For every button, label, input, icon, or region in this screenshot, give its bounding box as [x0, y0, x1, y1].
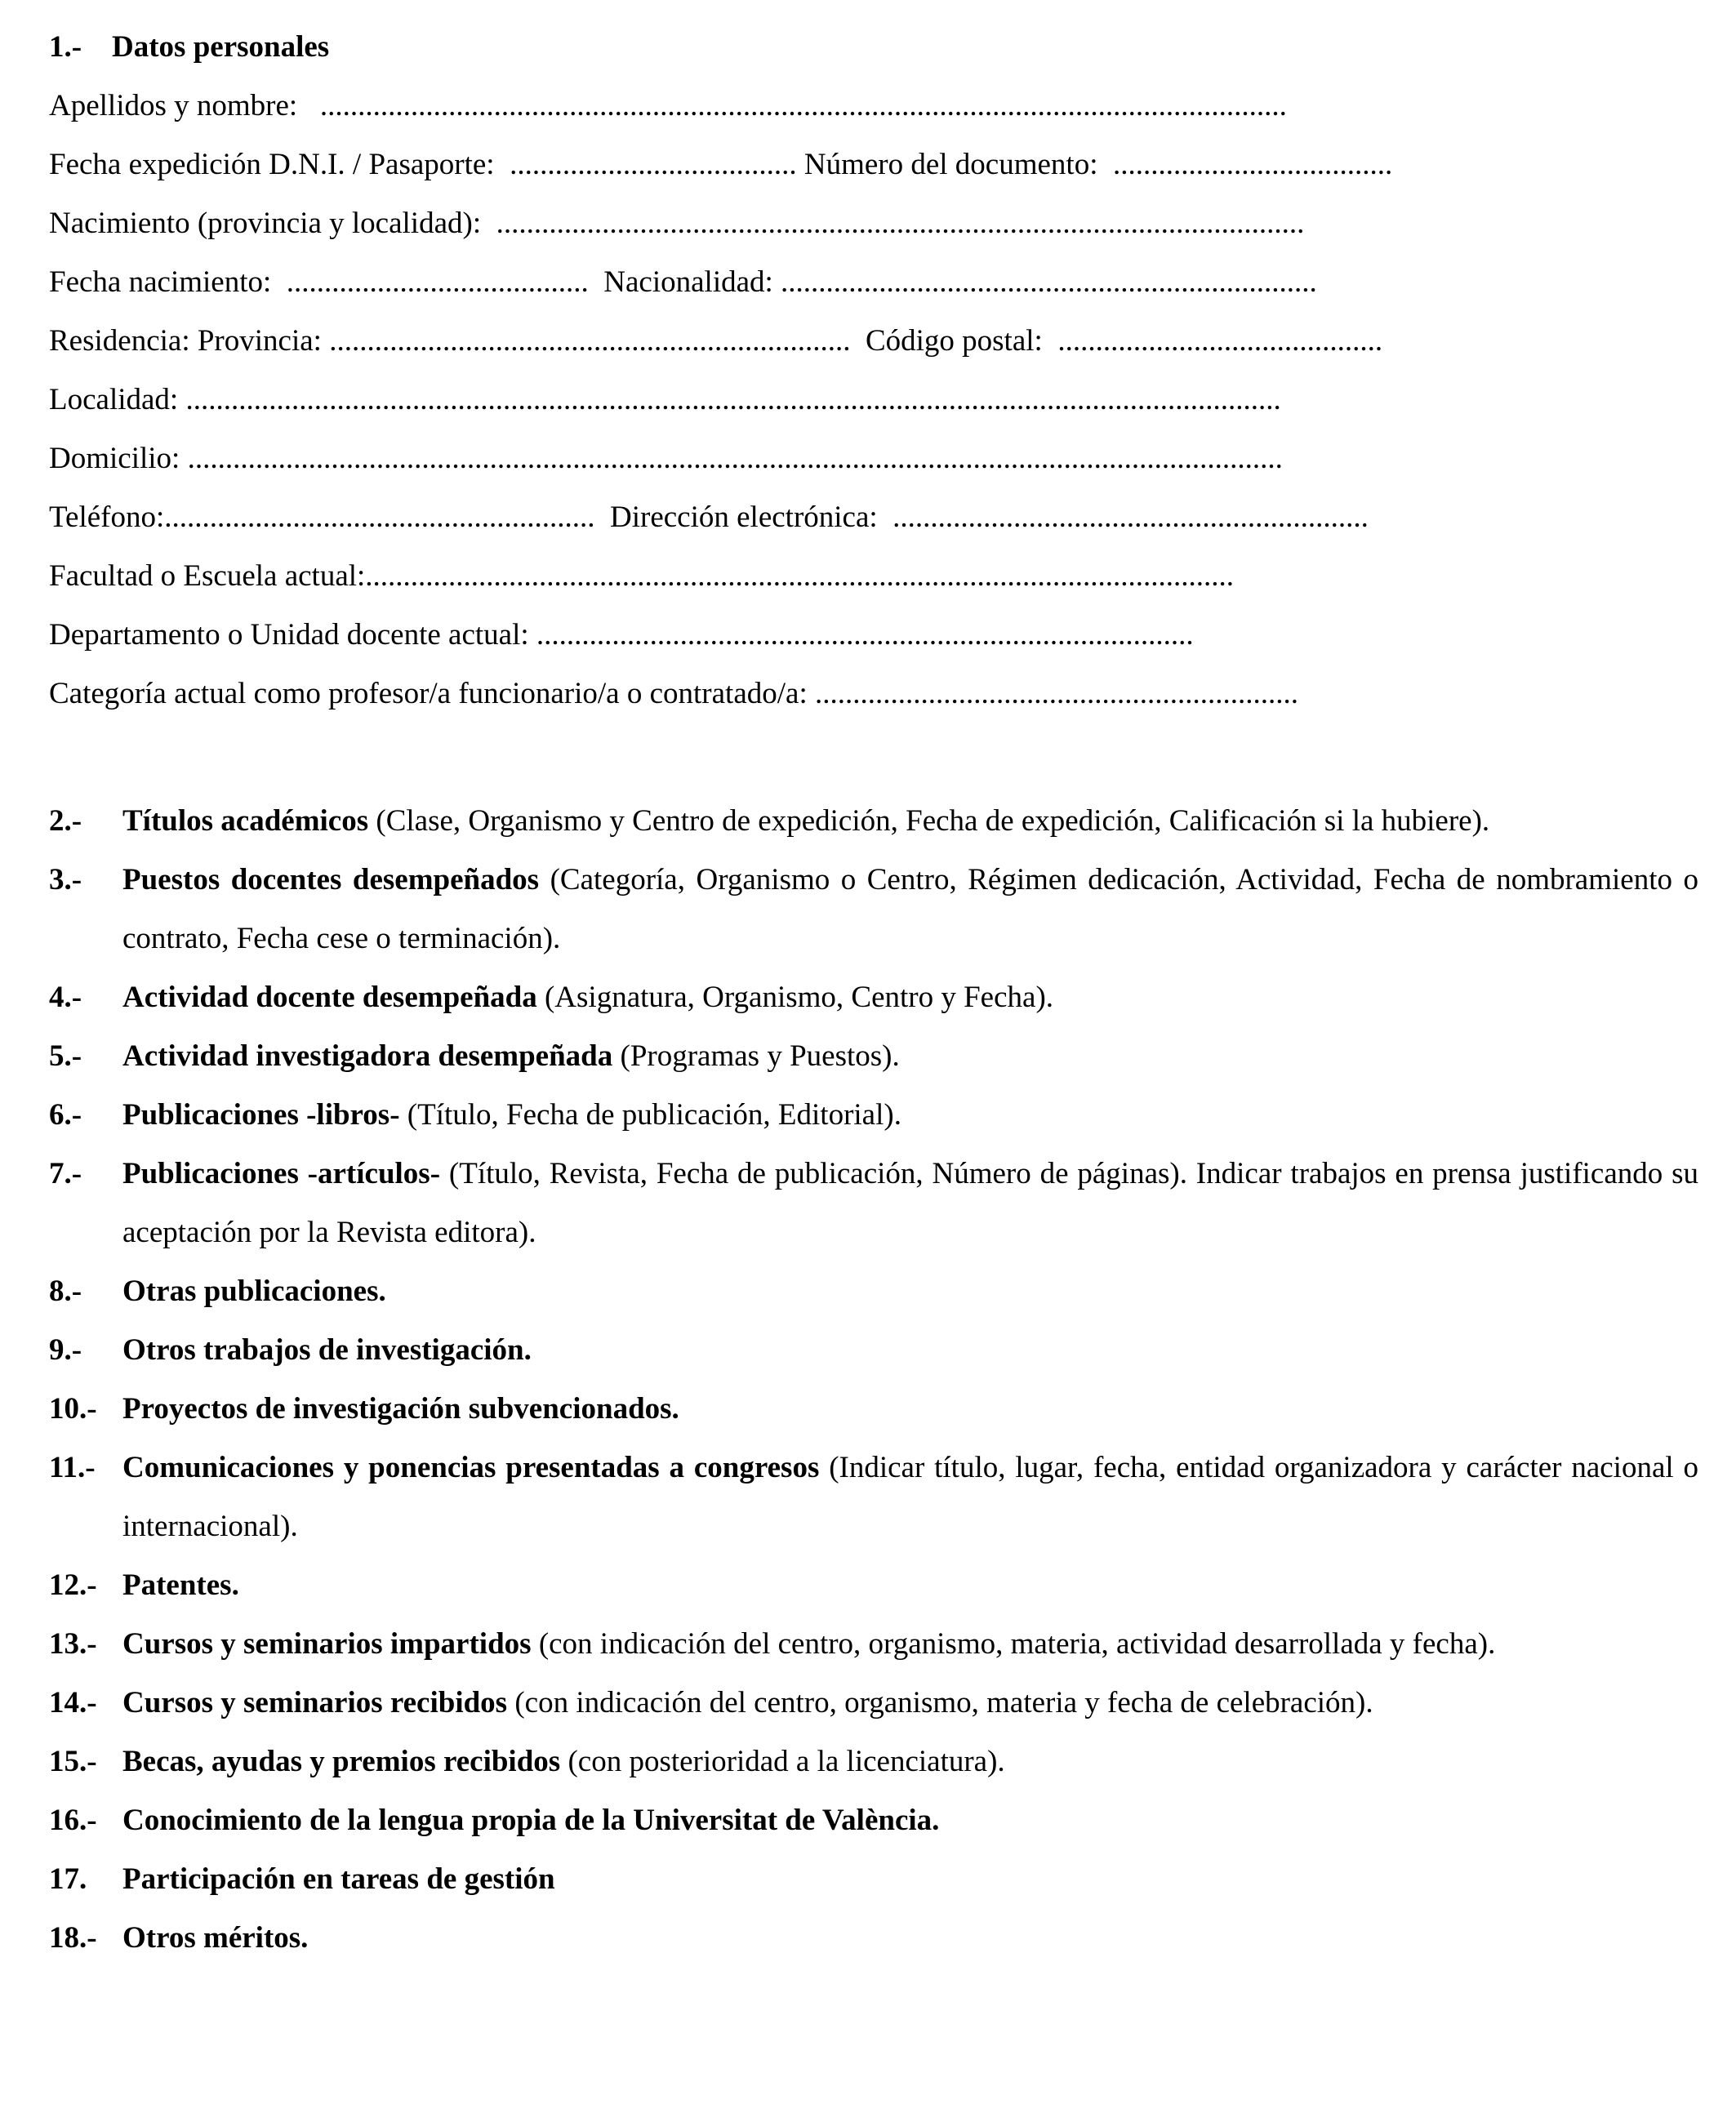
item-description: (Título, Revista, Fecha de publicación, Número de páginas). Indicar trabajos en prensa justificando su aceptación por la Revista editora). — [122, 1157, 1699, 1249]
item-title: Participación en tareas de gestión — [122, 1862, 555, 1896]
item-title: Comunicaciones y ponencias presentadas a congresos — [122, 1451, 820, 1484]
list-item — [49, 1262, 1698, 1321]
list-item — [49, 1086, 1698, 1145]
personal-data-fields — [49, 87, 1600, 714]
item-title: Otros méritos. — [122, 1921, 309, 1955]
item-description: (con indicación del centro, organismo, materia y fecha de celebración). — [507, 1686, 1373, 1719]
item-number: 11.- — [49, 1451, 96, 1484]
section-number: 1.- — [49, 30, 82, 64]
item-number: 15.- — [49, 1745, 97, 1778]
field-segment: Domicilio: ................................................................................................................................................. — [49, 442, 1283, 475]
item-number: 2.- — [49, 804, 82, 838]
field-segment: Dirección electrónica: ............................................................... — [610, 500, 1369, 534]
item-number: 6.- — [49, 1098, 82, 1132]
list-item — [49, 1145, 1698, 1262]
merits-list — [49, 792, 1698, 1968]
item-number: 16.- — [49, 1804, 97, 1837]
field-line — [49, 557, 1600, 596]
list-item — [49, 1556, 1698, 1615]
field-segment: Teléfono:......................................................... — [49, 500, 610, 534]
item-description: (Asignatura, Organismo, Centro y Fecha). — [536, 981, 1054, 1014]
item-title: Publicaciones -artículos- — [122, 1157, 441, 1190]
item-title: Títulos académicos — [122, 804, 369, 838]
item-description: (con posterioridad a la licenciatura). — [560, 1745, 1005, 1778]
item-description: (Título, Fecha de publicación, Editorial). — [399, 1098, 901, 1132]
item-title: Cursos y seminarios impartidos — [122, 1627, 532, 1661]
item-number: 4.- — [49, 981, 82, 1014]
item-number: 5.- — [49, 1039, 82, 1073]
list-item — [49, 1909, 1698, 1968]
field-segment: Fecha nacimiento: ........................................ — [49, 265, 604, 299]
field-line — [49, 322, 1600, 361]
item-number: 8.- — [49, 1275, 82, 1308]
list-item — [49, 1380, 1698, 1439]
item-number: 10.- — [49, 1392, 97, 1426]
item-title: Becas, ayudas y premios recibidos — [122, 1745, 561, 1778]
field-segment: Localidad: ................................................................................................................................................. — [49, 383, 1281, 416]
list-item — [49, 1674, 1698, 1733]
list-item — [49, 1321, 1698, 1380]
item-number: 7.- — [49, 1157, 82, 1190]
section-title: Datos personales — [112, 30, 330, 64]
field-line — [49, 87, 1600, 126]
item-title: Puestos docentes desempeñados — [122, 863, 540, 896]
field-segment: Categoría actual como profesor/a funcionario/a o contratado/a: ................................................................ — [49, 677, 1298, 710]
field-segment: Residencia: Provincia: ..................................................................... — [49, 324, 866, 358]
list-item — [49, 968, 1698, 1027]
list-item — [49, 1027, 1698, 1086]
field-line — [49, 263, 1600, 302]
item-description: (con indicación del centro, organismo, materia, actividad desarrollada y fecha). — [531, 1627, 1496, 1661]
item-description: (Programas y Puestos). — [612, 1039, 900, 1073]
field-segment: Nacionalidad: ....................................................................... — [603, 265, 1317, 299]
field-line — [49, 145, 1600, 185]
field-segment: Nacimiento (provincia y localidad): ........................................................................................................... — [49, 207, 1305, 240]
item-number: 18.- — [49, 1921, 97, 1955]
item-title: Actividad investigadora desempeñada — [122, 1039, 613, 1073]
item-description: (Indicar título, lugar, fecha, entidad organizadora y carácter nacional o internacional). — [122, 1451, 1698, 1543]
item-title: Publicaciones -libros- — [122, 1098, 400, 1132]
field-segment: Facultad o Escuela actual:................................................................................................................... — [49, 559, 1235, 593]
item-number: 9.- — [49, 1333, 82, 1367]
field-segment: Apellidos y nombre: ................................................................................................................................ — [49, 89, 1287, 122]
list-item — [49, 792, 1698, 851]
field-line — [49, 204, 1600, 243]
field-line — [49, 380, 1600, 420]
list-item — [49, 1439, 1698, 1556]
item-number: 3.- — [49, 863, 82, 896]
item-title: Cursos y seminarios recibidos — [122, 1686, 508, 1719]
field-line — [49, 439, 1600, 478]
item-title: Otros trabajos de investigación. — [122, 1333, 532, 1367]
item-number: 14.- — [49, 1686, 97, 1719]
field-line — [49, 498, 1600, 537]
field-line — [49, 674, 1600, 714]
item-title: Actividad docente desempeñada — [122, 981, 537, 1014]
list-item — [49, 851, 1698, 968]
list-item — [49, 1791, 1698, 1850]
field-segment: Departamento o Unidad docente actual: ....................................................................................... — [49, 618, 1194, 652]
item-description: (Clase, Organismo y Centro de expedición, Fecha de expedición, Calificación si la hubiere). — [368, 804, 1490, 838]
item-title: Conocimiento de la lengua propia de la Universitat de València. — [122, 1804, 940, 1837]
item-title: Patentes. — [122, 1568, 239, 1602]
item-title: Proyectos de investigación subvencionados. — [122, 1392, 679, 1426]
field-segment: Código postal: ........................................... — [865, 324, 1383, 358]
list-item — [49, 1615, 1698, 1674]
item-number: 12.- — [49, 1568, 97, 1602]
item-description: (Categoría, Organismo o Centro, Régimen dedicación, Actividad, Fecha de nombramiento o contrato, Fecha cese o terminación). — [122, 863, 1698, 955]
list-item — [49, 1733, 1698, 1791]
personal-data-section — [49, 28, 1600, 714]
section-heading — [49, 28, 1600, 67]
list-item — [49, 1850, 1698, 1909]
item-title: Otras publicaciones. — [122, 1275, 386, 1308]
field-segment: Fecha expedición D.N.I. / Pasaporte: ...................................... — [49, 148, 804, 181]
field-segment: Número del documento: ..................................... — [803, 148, 1393, 181]
item-number: 17. — [49, 1862, 87, 1896]
item-number: 13.- — [49, 1627, 97, 1661]
field-line — [49, 616, 1600, 655]
